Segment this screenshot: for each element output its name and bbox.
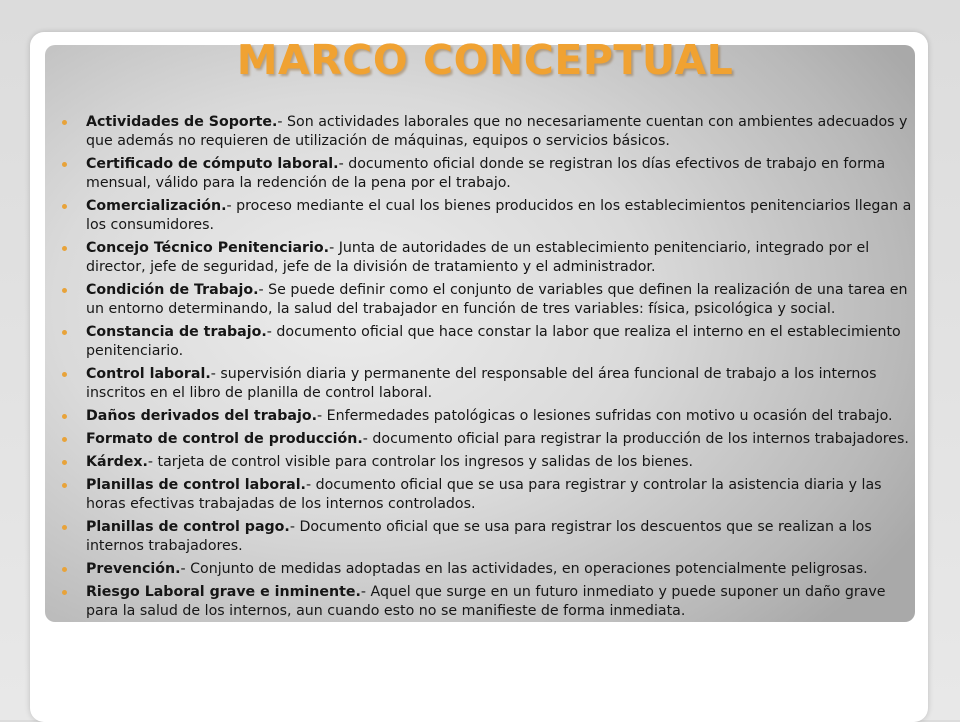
glossary-term: Daños derivados del trabajo. (86, 408, 317, 424)
bullet-icon (62, 483, 67, 488)
glossary-definition: - supervisión diaria y permanente del responsable del área funcional de trabajo a los internos inscritos en el libro de planilla de control laboral. (86, 366, 877, 401)
bullet-icon (62, 590, 67, 595)
glossary-item (62, 155, 917, 193)
glossary-term: Certificado de cómputo laboral. (86, 156, 339, 172)
glossary-item (62, 197, 917, 235)
glossary-definition: - Junta de autoridades de un establecimiento penitenciario, integrado por el director, jefe de seguridad, jefe de la división de tratamiento y el administrador. (86, 240, 870, 275)
glossary-list (62, 113, 917, 625)
bullet-icon (62, 414, 67, 419)
glossary-item (62, 583, 917, 621)
glossary-term: Kárdex. (86, 454, 148, 470)
bullet-icon (62, 372, 67, 377)
glossary-term: Formato de control de producción. (86, 431, 363, 447)
glossary-item (62, 476, 917, 514)
bullet-icon (62, 460, 67, 465)
glossary-item (62, 407, 917, 426)
glossary-definition: - Documento oficial que se usa para registrar los descuentos que se realizan a los internos trabajadores. (86, 519, 872, 554)
glossary-definition: - Conjunto de medidas adoptadas en las actividades, en operaciones potencialmente peligrosas. (180, 561, 868, 577)
bullet-icon (62, 330, 67, 335)
glossary-term: Constancia de trabajo. (86, 324, 267, 340)
slide-title: MARCO CONCEPTUAL (236, 36, 734, 84)
bullet-icon (62, 437, 67, 442)
glossary-term: Riesgo Laboral grave e inminente. (86, 584, 361, 600)
glossary-definition: - documento oficial para registrar la producción de los internos trabajadores. (362, 431, 909, 447)
glossary-term: Planillas de control laboral. (86, 477, 306, 493)
glossary-definition: - Aquel que surge en un futuro inmediato y puede suponer un daño grave para la salud de los internos, aun cuando esto no se manifieste de forma inmediata. (86, 584, 886, 619)
glossary-term: Concejo Técnico Penitenciario. (86, 240, 330, 256)
bullet-icon (62, 246, 67, 251)
glossary-item (62, 365, 917, 403)
glossary-item (62, 560, 917, 579)
glossary-definition: - proceso mediante el cual los bienes producidos en los establecimientos penitenciarios llegan a los consumidores. (86, 198, 912, 233)
glossary-item (62, 323, 917, 361)
bullet-icon (62, 288, 67, 293)
bullet-icon (62, 525, 67, 530)
glossary-term: Comercialización. (86, 198, 227, 214)
glossary-term: Control laboral. (86, 366, 211, 382)
glossary-term: Planillas de control pago. (86, 519, 290, 535)
glossary-item (62, 239, 917, 277)
glossary-term: Actividades de Soporte. (86, 114, 278, 130)
bullet-icon (62, 162, 67, 167)
glossary-item (62, 281, 917, 319)
glossary-item (62, 430, 917, 449)
bullet-icon (62, 120, 67, 125)
bullet-icon (62, 204, 67, 209)
glossary-definition: - Enfermedades patológicas o lesiones sufridas con motivo u ocasión del trabajo. (317, 408, 893, 424)
glossary-term: Condición de Trabajo. (86, 282, 259, 298)
glossary-definition: - Son actividades laborales que no necesariamente cuentan con ambientes adecuados y que además no requieren de utilización de máquinas, equipos o servicios básicos. (86, 114, 908, 149)
glossary-term: Prevención. (86, 561, 181, 577)
glossary-item (62, 113, 917, 151)
glossary-definition: - Se puede definir como el conjunto de variables que definen la realización de una tarea en un entorno determinando, la salud del trabajador en función de tres variables: física, psicológica y social. (86, 282, 908, 317)
glossary-item (62, 453, 917, 472)
glossary-definition: - documento oficial que hace constar la labor que realiza el interno en el establecimiento penitenciario. (86, 324, 901, 359)
glossary-item (62, 518, 917, 556)
glossary-definition: - documento oficial donde se registran los días efectivos de trabajo en forma mensual, válido para la redención de la pena por el trabajo. (86, 156, 886, 191)
glossary-definition: - documento oficial que se usa para registrar y controlar la asistencia diaria y las horas efectivas trabajadas de los internos controlados. (86, 477, 882, 512)
bullet-icon (62, 567, 67, 572)
glossary-definition: - tarjeta de control visible para controlar los ingresos y salidas de los bienes. (147, 454, 694, 470)
